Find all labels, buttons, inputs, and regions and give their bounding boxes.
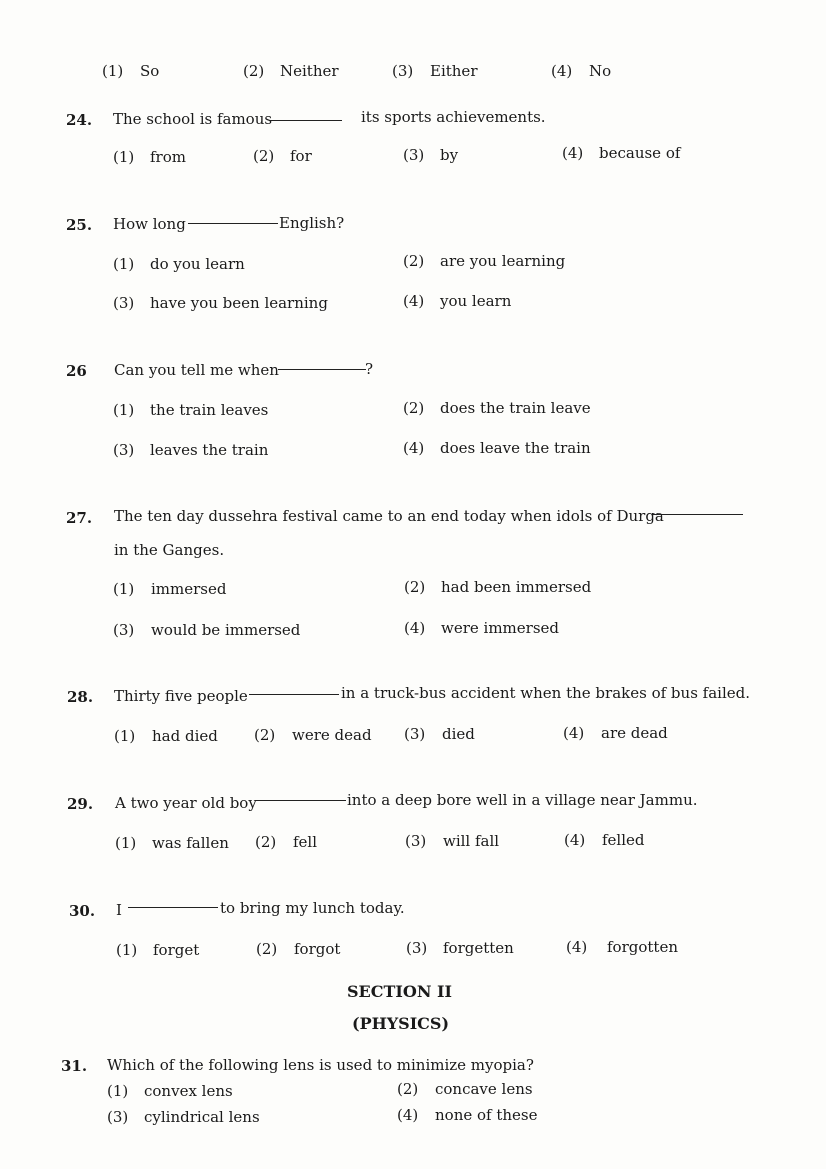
option-text: Neither <box>280 62 339 80</box>
option-text: had been immersed <box>441 578 592 596</box>
option-number: (4) <box>564 831 586 849</box>
question-text-post: English? <box>279 214 345 232</box>
option-text: would be immersed <box>151 621 301 639</box>
option-number: (3) <box>405 832 427 850</box>
option-number: (3) <box>406 939 428 957</box>
option-number: (4) <box>403 439 425 457</box>
option-text: cylindrical lens <box>144 1108 260 1126</box>
option-text: are dead <box>601 724 668 742</box>
question-number: 28. <box>67 688 94 706</box>
option-text: was fallen <box>152 834 229 852</box>
option-text: felled <box>602 831 645 849</box>
question-text-post: ? <box>365 360 374 378</box>
question-text-pre: I <box>116 901 122 919</box>
option-text: fell <box>293 833 318 851</box>
option-number: (2) <box>253 147 275 165</box>
option-text: immersed <box>151 580 227 598</box>
option-text: none of these <box>435 1106 538 1124</box>
question-text-pre: How long <box>113 215 186 233</box>
question-number: 30. <box>69 902 96 920</box>
option-number: (2) <box>255 833 277 851</box>
option-number: (3) <box>113 294 135 312</box>
answer-blank <box>278 369 366 370</box>
option-text: does the train leave <box>440 399 591 417</box>
question-number: 26 <box>66 362 87 380</box>
option-text: had died <box>152 727 218 745</box>
option-number: (2) <box>403 399 425 417</box>
option-text: concave lens <box>435 1080 533 1098</box>
option-text: will fall <box>443 832 500 850</box>
option-number: (2) <box>404 578 426 596</box>
option-number: (3) <box>113 441 135 459</box>
option-number: (3) <box>404 725 426 743</box>
question-text-pre: A two year old boy <box>115 794 257 812</box>
option-number: (3) <box>113 621 135 639</box>
option-number: (1) <box>113 401 135 419</box>
question-text: Which of the following lens is used to minimize myopia? <box>107 1056 534 1074</box>
option-text: So <box>140 62 160 80</box>
answer-blank <box>249 694 339 695</box>
question-text-pre: The school is famous <box>113 110 273 128</box>
section-title: SECTION II <box>347 982 452 1001</box>
question-text-post: to bring my lunch today. <box>220 899 405 917</box>
option-text: were dead <box>292 726 372 744</box>
question-text-pre: The ten day dussehra festival came to an end today when idols of Durga <box>114 507 664 525</box>
option-text: died <box>442 725 475 743</box>
option-number: (3) <box>392 62 414 80</box>
question-text-post: its sports achievements. <box>361 108 546 126</box>
option-text: do you learn <box>150 255 245 273</box>
answer-blank <box>128 907 218 908</box>
option-number: (2) <box>403 252 425 270</box>
option-text: are you learning <box>440 252 566 270</box>
question-text-post: in a truck-bus accident when the brakes of bus failed. <box>341 684 750 702</box>
option-text: Either <box>430 62 478 80</box>
option-number: (1) <box>115 834 137 852</box>
question-number: 31. <box>61 1057 88 1075</box>
answer-blank <box>188 223 278 224</box>
option-number: (2) <box>254 726 276 744</box>
question-text-pre: Can you tell me when <box>114 361 279 379</box>
option-number: (1) <box>113 255 135 273</box>
option-text: No <box>589 62 612 80</box>
answer-blank <box>653 514 743 515</box>
option-number: (3) <box>107 1108 129 1126</box>
option-text: have you been learning <box>150 294 328 312</box>
option-number: (1) <box>116 941 138 959</box>
option-text: because of <box>599 144 681 162</box>
option-text: for <box>290 147 312 165</box>
option-number: (4) <box>563 724 585 742</box>
option-number: (4) <box>562 144 584 162</box>
option-text: you learn <box>440 292 512 310</box>
option-number: (2) <box>256 940 278 958</box>
option-number: (1) <box>114 727 136 745</box>
option-number: (1) <box>107 1082 129 1100</box>
option-number: (1) <box>113 148 135 166</box>
option-number: (4) <box>397 1106 419 1124</box>
option-text: forgot <box>294 940 341 958</box>
option-text: forgotten <box>607 938 678 956</box>
question-number: 24. <box>66 111 93 129</box>
option-text: forget <box>153 941 200 959</box>
option-number: (4) <box>404 619 426 637</box>
option-text: leaves the train <box>150 441 269 459</box>
option-text: convex lens <box>144 1082 233 1100</box>
option-text: by <box>440 146 459 164</box>
question-number: 25. <box>66 216 93 234</box>
option-number: (2) <box>243 62 265 80</box>
answer-blank <box>256 800 346 801</box>
option-text: from <box>150 148 186 166</box>
question-text-pre: Thirty five people <box>114 687 248 705</box>
option-text: forgetten <box>443 939 514 957</box>
answer-blank <box>270 120 342 121</box>
question-number: 29. <box>67 795 94 813</box>
question-text-post: into a deep bore well in a village near Jammu. <box>347 791 698 809</box>
section-subtitle: (PHYSICS) <box>352 1014 450 1033</box>
option-text: were immersed <box>441 619 560 637</box>
option-number: (4) <box>551 62 573 80</box>
option-number: (3) <box>403 146 425 164</box>
option-text: does leave the train <box>440 439 591 457</box>
option-text: the train leaves <box>150 401 269 419</box>
option-number: (1) <box>102 62 124 80</box>
question-text-post: in the Ganges. <box>114 541 225 559</box>
option-number: (2) <box>397 1080 419 1098</box>
option-number: (4) <box>566 938 588 956</box>
option-number: (1) <box>113 580 135 598</box>
question-number: 27. <box>66 509 93 527</box>
option-number: (4) <box>403 292 425 310</box>
